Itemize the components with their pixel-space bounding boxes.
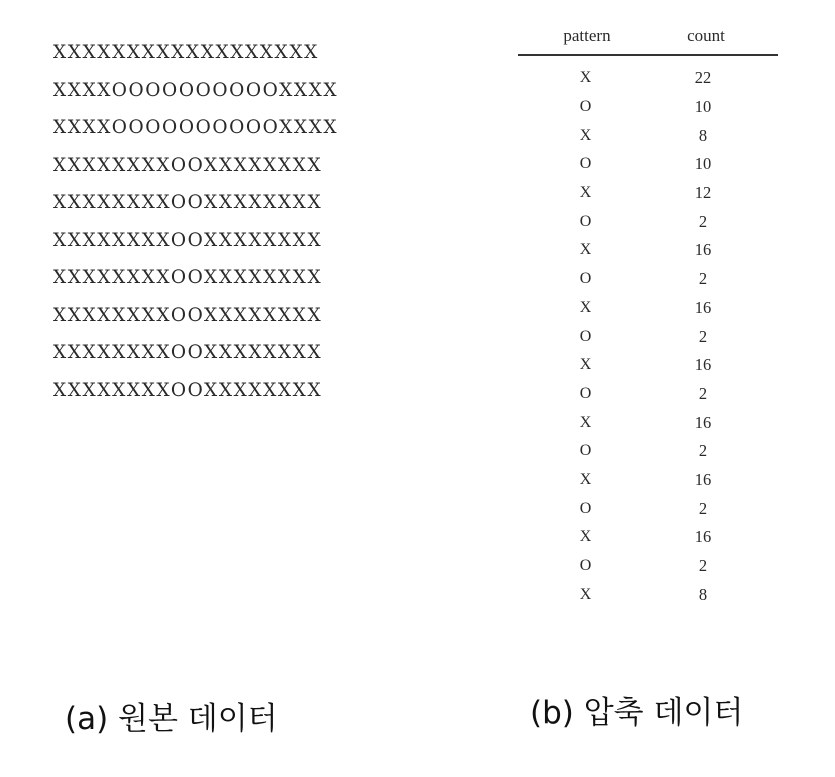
- count-cell: 2: [698, 441, 708, 461]
- original-data-grid: [53, 40, 413, 415]
- compressed-data-caption: (b) 압축 데이터: [530, 695, 744, 731]
- grid-row-10: XXXXXXXXOOXXXXXXXX: [53, 379, 323, 401]
- pattern-cell: X: [579, 298, 592, 316]
- grid-row-7: XXXXXXXXOOXXXXXXXX: [53, 267, 323, 288]
- pattern-column-header: pattern: [563, 26, 611, 45]
- pattern-cell: X: [579, 413, 592, 431]
- table-row: [518, 494, 778, 523]
- pattern-cell: X: [579, 184, 592, 202]
- count-cell: 8: [698, 584, 708, 604]
- count-cell: 2: [698, 498, 708, 518]
- table-row: [518, 580, 778, 609]
- grid-row-3: XXXXOOOOOOOOOOXXXX: [53, 117, 339, 138]
- pattern-cell: O: [579, 499, 592, 517]
- count-cell: 16: [694, 469, 712, 489]
- table-body: [518, 64, 778, 609]
- table-row: [518, 93, 778, 122]
- pattern-cell: O: [579, 270, 592, 288]
- pattern-cell: O: [579, 557, 592, 575]
- count-cell: 22: [694, 68, 712, 88]
- pattern-cell: X: [579, 528, 592, 546]
- table-row: [518, 236, 778, 265]
- count-column-header: count: [687, 26, 725, 45]
- count-cell: 16: [694, 297, 712, 317]
- count-cell: 16: [694, 355, 712, 375]
- table-row: [518, 294, 778, 323]
- table-header: [518, 18, 778, 56]
- table-row: [518, 466, 778, 495]
- count-cell: 16: [694, 412, 712, 432]
- pattern-cell: O: [579, 98, 592, 116]
- table-row: [518, 437, 778, 466]
- table-row: [518, 64, 778, 93]
- original-data-caption: (a) 원본 데이터: [65, 701, 278, 737]
- pattern-cell: O: [579, 327, 592, 345]
- count-cell: 2: [698, 556, 708, 576]
- pattern-cell: O: [579, 155, 592, 173]
- count-cell: 16: [694, 527, 712, 547]
- grid-row-5: XXXXXXXXOOXXXXXXXX: [53, 192, 323, 213]
- grid-row-4: XXXXXXXXOOXXXXXXXX: [53, 154, 323, 176]
- count-cell: 12: [694, 183, 712, 203]
- table-row: [518, 322, 778, 351]
- table-row: [518, 207, 778, 236]
- compressed-data-table: [518, 18, 778, 609]
- pattern-cell: X: [579, 470, 592, 488]
- grid-row-8: XXXXXXXXOOXXXXXXXX: [53, 304, 323, 326]
- pattern-cell: X: [579, 241, 592, 259]
- grid-row-1: XXXXXXXXXXXXXXXXXX: [53, 42, 319, 63]
- count-cell: 2: [698, 326, 708, 346]
- table-row: [518, 265, 778, 294]
- grid-row-2: XXXXOOOOOOOOOOXXXX: [53, 79, 339, 101]
- grid-row-6: XXXXXXXXOOXXXXXXXX: [53, 229, 323, 251]
- count-cell: 2: [698, 211, 708, 231]
- table-row: [518, 552, 778, 581]
- table-row: [518, 150, 778, 179]
- table-row: [518, 380, 778, 409]
- table-row: [518, 351, 778, 380]
- count-cell: 2: [698, 269, 708, 289]
- pattern-cell: X: [579, 126, 592, 144]
- table-row: [518, 121, 778, 150]
- count-cell: 10: [694, 97, 712, 117]
- pattern-cell: O: [579, 212, 592, 230]
- table-row: [518, 179, 778, 208]
- pattern-cell: O: [579, 442, 592, 460]
- count-cell: 10: [694, 154, 712, 174]
- count-cell: 8: [698, 125, 708, 145]
- pattern-cell: X: [579, 585, 592, 603]
- table-row: [518, 523, 778, 552]
- pattern-cell: X: [579, 69, 592, 87]
- pattern-cell: X: [579, 356, 592, 374]
- count-cell: 2: [698, 383, 708, 403]
- count-cell: 16: [694, 240, 712, 260]
- table-row: [518, 408, 778, 437]
- pattern-cell: O: [579, 384, 592, 402]
- grid-row-9: XXXXXXXXOOXXXXXXXX: [53, 342, 323, 363]
